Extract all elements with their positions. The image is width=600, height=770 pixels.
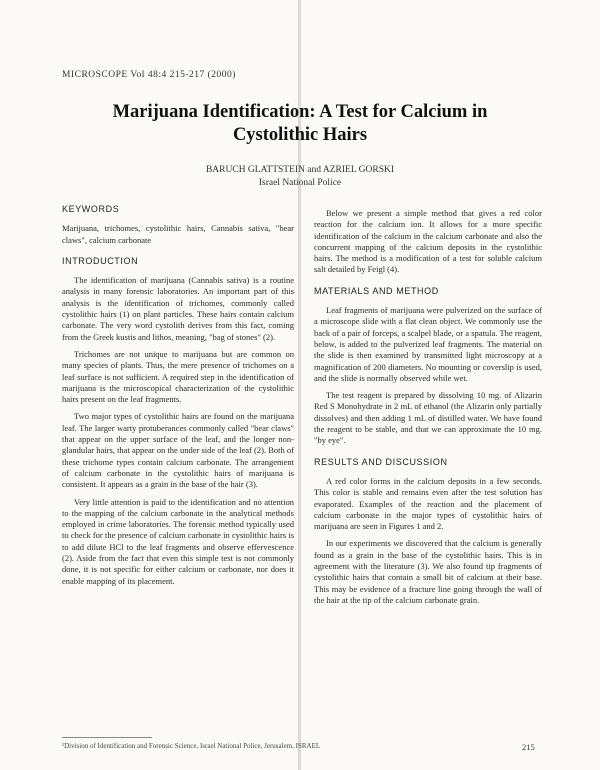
page-number: 215 <box>522 742 535 752</box>
keywords-heading: KEYWORDS <box>62 204 120 214</box>
results-heading: RESULTS AND DISCUSSION <box>314 456 448 467</box>
methods-paragraph-2: The test reagent is prepared by dissolving 10 mg. of Alizarin Red S Monohydrate in 2 mL of ethanol (the Alizarin only partially dissolves) and then adding 1 mL of distilled water. We have found the reagent to be stable, and that we can approximate the 10 mg. "by eye". <box>314 390 542 446</box>
title-line-1: Marijuana Identification: A Test for Calcium in <box>112 102 488 122</box>
keywords-text: Marijuana, trichomes, cystolithic hairs, Cannabis sativa, "bear claws", calcium carbonate <box>62 223 294 245</box>
article-title <box>60 101 540 147</box>
footnote: ¹Division of Identification and Forensic Science, Israel National Police, Jerusalem, ISRAEL <box>62 742 321 750</box>
author-block <box>60 164 540 190</box>
journal-header: MICROSCOPE Vol 48:4 215-217 (2000) <box>62 70 236 80</box>
affiliation: Israel National Police <box>258 178 342 188</box>
results-paragraph-1: A red color forms in the calcium deposits in a few seconds. This color is stable and remains even after the test solution has evaporated. Examples of the reaction and the placement of calcium carbonate in the major types of cystolithic hairs of marijuana are seen in Figures 1 and 2. <box>314 475 542 532</box>
methods-paragraph-1: Leaf fragments of marijuana were pulverized on the surface of a microscope slide with a flat clean object. We commonly use the back of a pair of forceps, a scalpel blade, or a spatula. The reagent, below, is added to the pulverized leaf fragments. The material on the slide is then examined by transmitted light microscopy at a magnification of 200 diameters. No mounting or coverslip is used, and the slide is normally observed while wet. <box>314 305 542 383</box>
title-line-2: Cystolithic Hairs <box>232 125 368 145</box>
methods-heading: MATERIALS AND METHOD <box>314 285 439 296</box>
intro-paragraph-3: Two major types of cystolithic hairs are found on the marijuana leaf. The larger warty protuberances commonly called "bear claws" that appear on the upper surface of the leaf, and the longer non-glandular hairs, that appear on the under side of the leaf (2). Both of these trichome types contain calcium carbonate. The arrangement of calcium carbonate in the cystolithic hairs of marijuana is consistent. It appears as a grain in the base of the hair (3). <box>62 411 294 490</box>
footnote-rule <box>62 737 152 738</box>
results-paragraph-2: In our experiments we discovered that the calcium is generally found as a grain in the base of the cystolithic hairs. This is in agreement with the literature (3). We also found tip fragments of cystolithic hairs that contain a small bit of calcium at their base. This may be evidence of a fracture line going through the wall of the hair at the tip of the calcium carbonate grain. <box>314 538 542 605</box>
left-column <box>62 204 294 593</box>
introduction-heading: INTRODUCTION <box>62 255 139 266</box>
right-column <box>314 208 542 612</box>
method-intro-paragraph: Below we present a simple method that gives a red color reaction for the calcium ion. It allows for a more specific identification of the calcium in the calcium carbonate and also the concurrent mapping of the calcium deposits in the cystolithic hairs. The method is a modification of a test for soluble calcium salt detailed by Feigl (4). <box>314 208 542 275</box>
intro-paragraph-2: Trichomes are not unique to marijuana but are common on many species of plants. Thus, the mere presence of trichomes on a leaf surface is not sufficient. A required step in the identification of marijuana is the microscopical characterization of the cystolithic hairs present on the leaf fragments. <box>62 348 294 405</box>
intro-paragraph-1: The identification of marijuana (Cannabis sativa) is a routine analysis in many forensic laboratories. An important part of this analysis is the identification of trichomes, commonly called cystolithic hairs (1) on plant particles. These hairs contain calcium carbonate. The very word cystolith derives from this fact, coming from the Greek kustis and lithos, meaning, "bag of stones" (2). <box>62 275 294 342</box>
intro-paragraph-4: Very little attention is paid to the identification and no attention to the mapping of the calcium carbonate in the analytical methods employed in crime laboratories. The forensic method typically used to check for the presence of calcium carbonate in cystolithic hairs is to add dilute HCl to the leaf fragments and observe effervescence (2). Aside from the fact that even this simple test is not commonly done, it is not specific for either calcium or carbonate, nor does it enable mapping of its placement. <box>62 496 294 586</box>
authors: BARUCH GLATTSTEIN and AZRIEL GORSKI <box>205 165 395 175</box>
